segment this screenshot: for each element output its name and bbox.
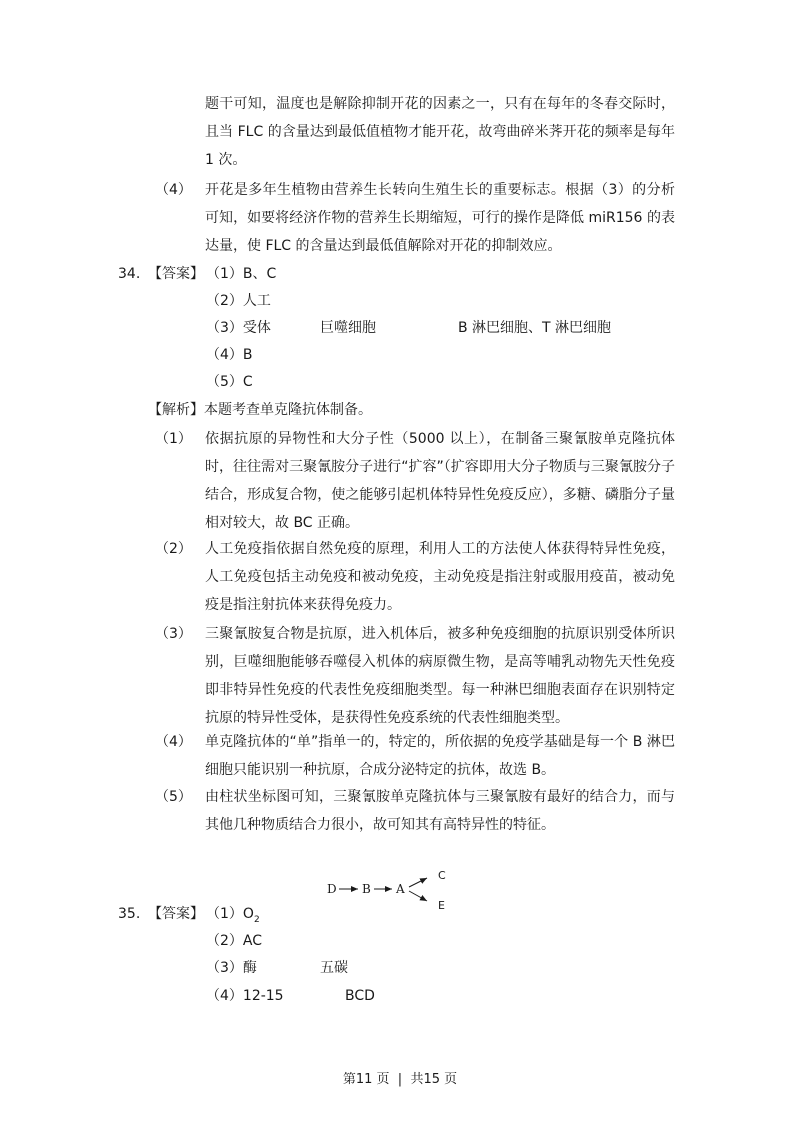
q35-answer-4: （4）12-15 (206, 988, 284, 1004)
q35-answer-3: （3）酶 (206, 960, 257, 976)
q34-item-5-number: （5） (155, 789, 192, 805)
q33-item-4-number: （4） (155, 182, 192, 198)
arrow-a-c (409, 878, 427, 887)
q34-item-1-number: （1） (155, 431, 192, 447)
node-a: A (396, 882, 405, 896)
q34-answer-3-end: B 淋巴细胞、T 淋巴细胞 (458, 320, 612, 336)
q35-answer-3-value: 五碳 (320, 960, 348, 976)
q34-answer-1: （1）B、C (206, 266, 277, 282)
subscript-2: 2 (253, 914, 260, 925)
q33-item-4-text: 开花是多年生植物由营养生长转向生殖生长的重要标志。根据（3）的分析可知，如要将经济作物的营养生长期缩短，可行的操作是降低 miR156 的表达量，使 FLC 的含量达到最低值解除对开花的抑制效应。 (205, 182, 675, 254)
flow-diagram (325, 868, 465, 918)
q35-answer-1-text: （1）O (206, 906, 254, 922)
q34-number: 34. (118, 266, 141, 282)
q34-answer-5: （5）C (206, 374, 253, 390)
node-c: C (438, 869, 446, 882)
q34-item-2-text: 人工免疫指依据自然免疫的原理，利用人工的方法使人体获得特异性免疫，人工免疫包括主动免疫和被动免疫，主动免疫是指注射或服用疫苗，被动免疫是指注射抗体来获得免疫力。 (205, 541, 675, 613)
q34-answer-label: 【答案】 (148, 266, 204, 282)
q34-item-2-number: （2） (155, 541, 192, 557)
node-e: E (438, 899, 445, 912)
q34-item-1-text: 依据抗原的异物性和大分子性（5000 以上），在制备三聚氰胺单克隆抗体时，往往需对三聚氰胺分子进行“扩容”（扩容即用大分子物质与三聚氰胺分子结合，形成复合物，使之能够引起机体特异性免疫反应），多糖、磷脂分子量相对较大，故 BC 正确。 (205, 431, 675, 531)
q34-answer-3-mid: 巨噬细胞 (320, 320, 376, 336)
q34-analysis-label (148, 401, 372, 419)
q35-answer-1 (206, 905, 260, 929)
q35-answer-4-value: BCD (345, 988, 375, 1004)
q34-item-3-number: （3） (155, 626, 192, 642)
q34-item-3-text: 三聚氰胺复合物是抗原，进入机体后，被多种免疫细胞的抗原识别受体所识别，巨噬细胞能够吞噬侵入机体的病原微生物，是高等哺乳动物先天性免疫即非特异性免疫的代表性免疫细胞类型。每一种淋巴细胞表面存在识别特定抗原的特异性受体，是获得性免疫系统的代表性细胞类型。 (205, 626, 675, 726)
q34-item-4-number: （4） (155, 734, 192, 750)
q35-number: 35. (118, 906, 141, 922)
q34-item-4-text: 单克隆抗体的“单”指单一的，特定的，所依据的免疫学基础是每一个 B 淋巴细胞只能识别一种抗原，合成分泌特定的抗体，故选 B。 (205, 734, 675, 778)
q35-answer-label: 【答案】 (148, 906, 204, 922)
q34-answer-2: （2）人工 (206, 293, 271, 309)
q34-answer-4: （4）B (206, 347, 253, 363)
node-b: B (362, 882, 371, 896)
node-d: D (327, 882, 337, 896)
q35-answer-2: （2）AC (206, 933, 263, 949)
analysis-intro: 本题考查单克隆抗体制备。 (204, 402, 372, 418)
q34-answer-3: （3）受体 (206, 320, 271, 336)
analysis-label: 【解析】 (148, 402, 204, 418)
page-footer: 第11 页 | 共15 页 (342, 1072, 458, 1087)
q33-paragraph-3-continued: 题干可知，温度也是解除抑制开花的因素之一，只有在每年的冬春交际时，且当 FLC 的含量达到最低值植物才能开花，故弯曲碎米荠开花的频率是每年 1 次。 (205, 96, 675, 168)
q34-item-5-text: 由柱状坐标图可知，三聚氰胺单克隆抗体与三聚氰胺有最好的结合力，而与其他几种物质结合力很小，故可知其有高特异性的特征。 (205, 789, 675, 833)
arrow-a-e (409, 891, 427, 901)
